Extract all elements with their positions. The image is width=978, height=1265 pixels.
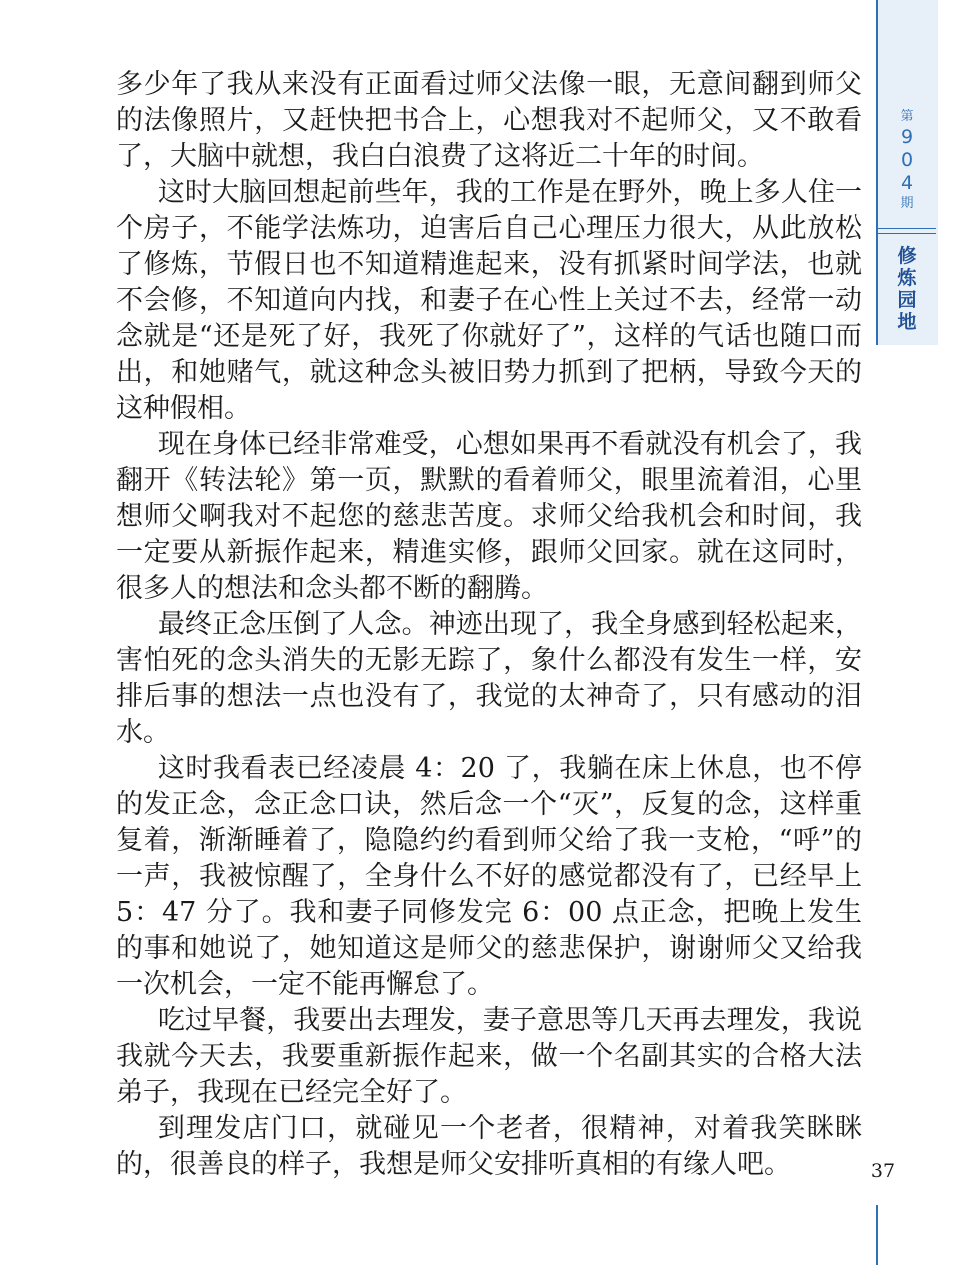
section-title-char: 园 [897, 289, 917, 311]
paragraph: 这时大脑回想起前些年，我的工作是在野外，晚上多人住一个房子，不能学法炼功，迫害后自己心理压力很大，从此放松了修炼，节假日也不知道精進起来，没有抓紧时间学法，也就不会修，不知道向内找，和妻子在心性上关过不去，经常一动念就是“还是死了好，我死了你就好了”，这样的气话也随口而出，和她赌气，就这种念头被旧势力抓到了把柄，导致今天的这种假相。 [116, 177, 862, 424]
issue-digit: 9 [900, 126, 914, 148]
article-body [116, 67, 862, 1183]
paragraph: 现在身体已经非常难受，心想如果再不看就没有机会了，我翻开《转法轮》第一页，默默的看着师父，眼里流着泪，心里想师父啊我对不起您的慈悲苦度。求师父给我机会和时间，我一定要从新振作起来，精進实修，跟师父回家。就在这同时，很多人的想法和念头都不断的翻腾。 [116, 429, 862, 604]
margin-rule [876, 1205, 878, 1265]
section-title [878, 245, 936, 333]
issue-number [878, 108, 936, 213]
sidebar-divider [878, 233, 936, 234]
sidebar-divider [878, 228, 936, 229]
issue-digit: 0 [900, 149, 914, 171]
paragraph: 这时我看表已经凌晨 4：20 了，我躺在床上休息，也不停的发正念，念正念口诀，然后念一个“灭”，反复的念，这样重复着，渐渐睡着了，隐隐约约看到师父给了我一支枪，“呼”的一声，我被惊醒了，全身什么不好的感觉都没有了，已经早上 5：47 分了。我和妻子同修发完 6：00 点正念，把晚上发生的事和她说了，她知道这是师父的慈悲保护，谢谢师父又给我一次机会，一定不能再懈怠了。 [116, 753, 862, 1000]
paragraph: 多少年了我从来没有正面看过师父法像一眼，无意间翻到师父的法像照片，又赶快把书合上，心想我对不起师父，又不敢看了，大脑中就想，我白白浪费了这将近二十年的时间。 [116, 69, 862, 172]
issue-digit: 4 [900, 172, 914, 194]
section-title-char: 炼 [897, 267, 917, 289]
section-title-char: 修 [897, 245, 917, 267]
paragraph: 吃过早餐，我要出去理发，妻子意思等几天再去理发，我说我就今天去，我要重新振作起来，做一个名副其实的合格大法弟子，我现在已经完全好了。 [116, 1005, 862, 1108]
issue-label-top: 第 [900, 109, 914, 124]
sidebar-panel [876, 0, 938, 345]
paragraph: 到理发店门口，就碰见一个老者，很精神，对着我笑眯眯的，很善良的样子，我想是师父安排听真相的有缘人吧。 [116, 1113, 862, 1180]
page-number: 37 [870, 1160, 896, 1182]
paragraph: 最终正念压倒了人念。神迹出现了，我全身感到轻松起来，害怕死的念头消失的无影无踪了，象什么都没有发生一样，安排后事的想法一点也没有了，我觉的太神奇了，只有感动的泪水。 [116, 609, 862, 748]
section-title-char: 地 [897, 311, 917, 333]
issue-label-bottom: 期 [900, 196, 914, 211]
